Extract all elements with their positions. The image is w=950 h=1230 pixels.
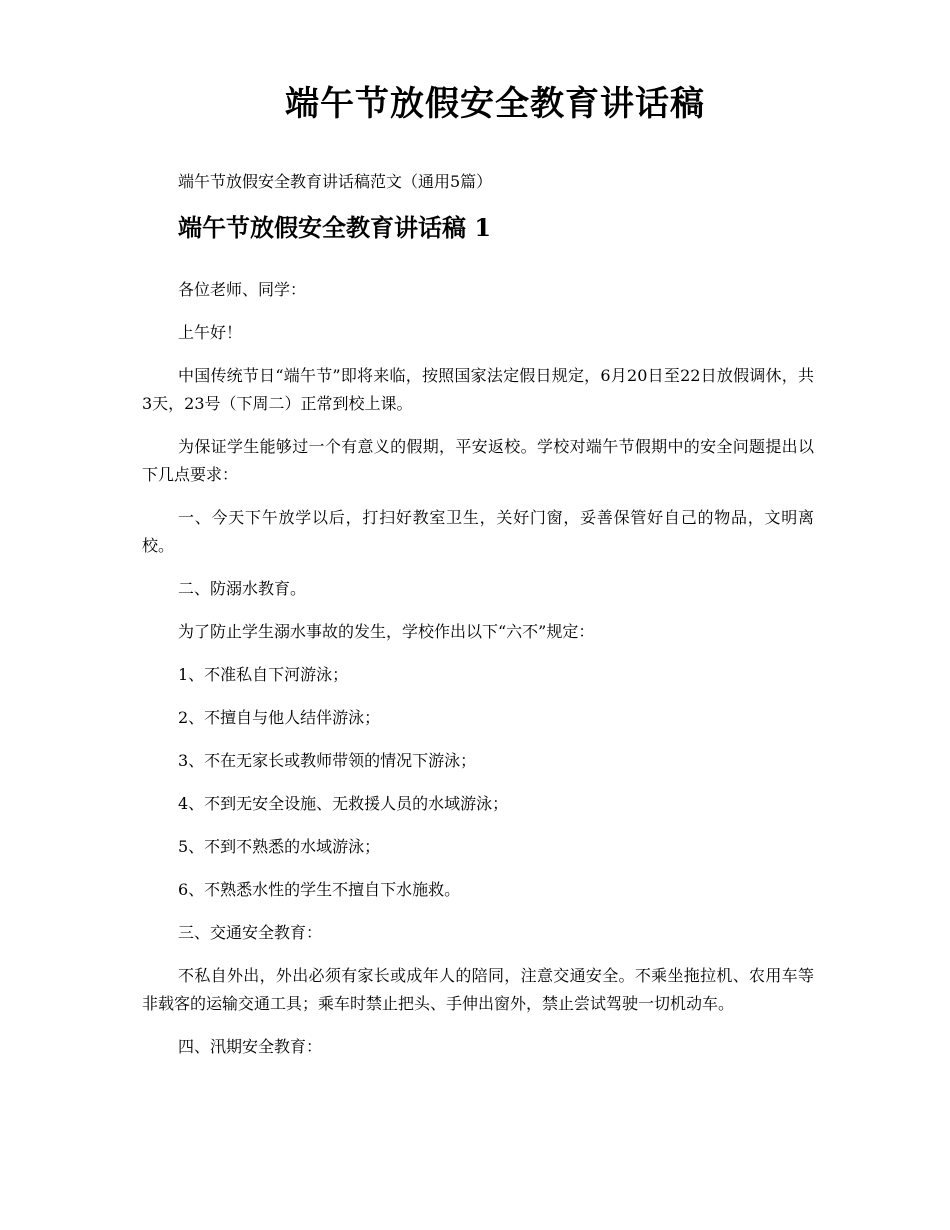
paragraph-traffic-safety: 不私自外出，外出必须有家长或成年人的陪同，注意交通安全。不乘坐拖拉机、农用车等非载客的运输交通工具；乘车时禁止把头、手伸出窗外，禁止尝试驾驶一切机动车。 <box>142 966 814 1013</box>
paragraph-rule-3: 3、不在无家长或教师带领的情况下游泳； <box>178 751 477 770</box>
paragraph-requirements-intro: 为保证学生能够过一个有意义的假期，平安返校。学校对端午节假期中的安全问题提出以下几点要求： <box>142 437 814 484</box>
paragraph-rule-1: 1、不准私自下河游泳； <box>178 665 349 684</box>
paragraph-good-morning: 上午好！ <box>178 323 243 342</box>
document-title: 端午节放假安全教育讲话稿 <box>285 84 705 124</box>
document-body <box>142 276 814 1076</box>
paragraph-item-four: 四、汛期安全教育： <box>178 1037 323 1056</box>
paragraph-item-two: 二、防溺水教育。 <box>178 579 307 598</box>
paragraph-rule-2: 2、不擅自与他人结伴游泳； <box>178 708 381 727</box>
paragraph-rule-6: 6、不熟悉水性的学生不擅自下水施救。 <box>178 880 461 899</box>
paragraph-rule-4: 4、不到无安全设施、无救援人员的水域游泳； <box>178 794 509 813</box>
paragraph-greeting: 各位老师、同学： <box>178 280 307 299</box>
document-subtitle: 端午节放假安全教育讲话稿范文（通用5篇） <box>178 172 493 191</box>
paragraph-item-one: 一、今天下午放学以后，打扫好教室卫生，关好门窗，妥善保管好自己的物品，文明离校。 <box>142 508 814 555</box>
paragraph-six-rules-intro: 为了防止学生溺水事故的发生，学校作出以下“六不”规定： <box>178 622 595 641</box>
paragraph-item-three: 三、交通安全教育： <box>178 923 323 942</box>
paragraph-rule-5: 5、不到不熟悉的水域游泳； <box>178 837 381 856</box>
section-heading: 端午节放假安全教育讲话稿 1 <box>178 213 492 242</box>
paragraph-holiday-notice: 中国传统节日“端午节”即将来临，按照国家法定假日规定，6月20日至22日放假调休，共3天，23号（下周二）正常到校上课。 <box>142 366 814 413</box>
